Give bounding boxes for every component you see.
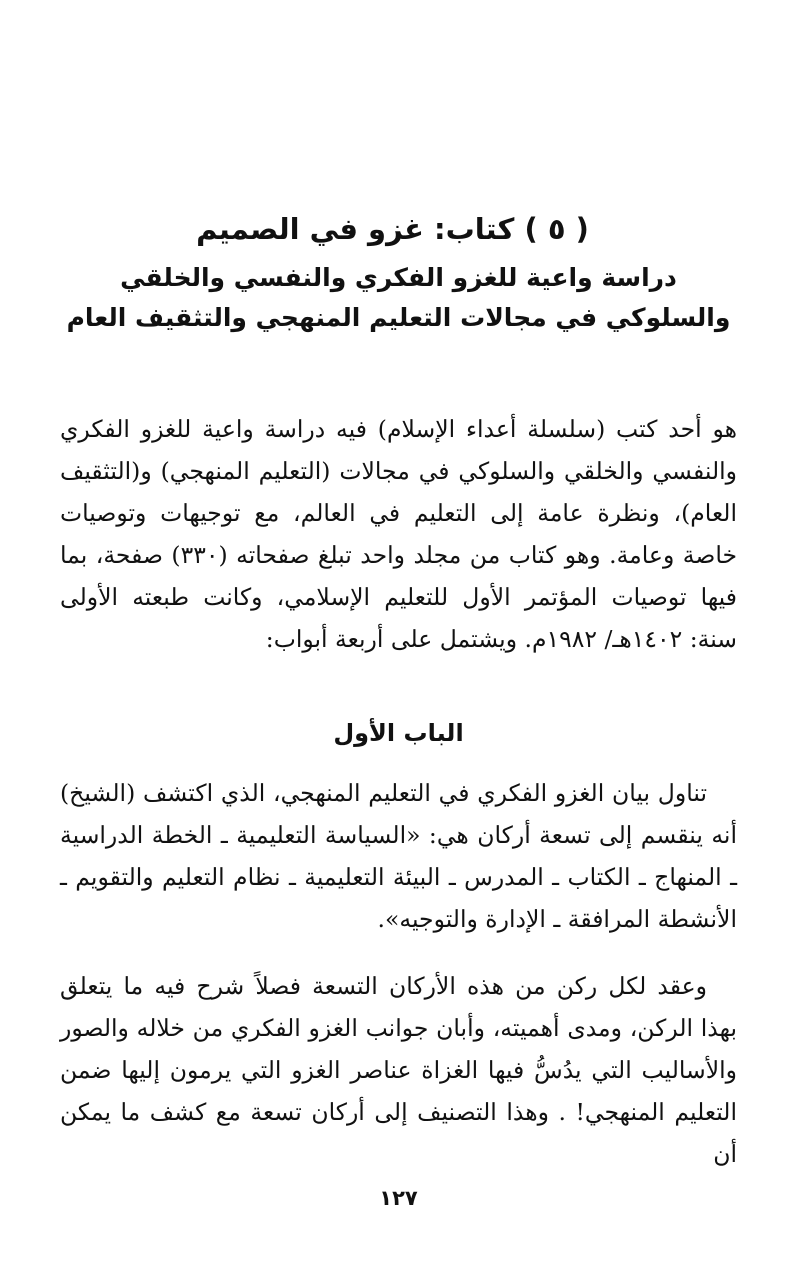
chapter-heading bbox=[0, 200, 797, 338]
intro-paragraph: هو أحد كتب (سلسلة أعداء الإسلام) فيه دراسة واعية للغزو الفكري والنفسي والخلقي والسلوكي في مجالات (التعليم المنهجي) و(التثقيف العام)، ونظرة عامة إلى التعليم في العالم، مع توجيهات وتوصيات خاصة وعامة. وهو كتاب من مجلد واحد تبلغ صفحاته (٣٣٠) صفحة، بما فيها توصيات المؤتمر الأول للتعليم الإسلامي، وكانت طبعته الأولى سنة: ١٤٠٢هـ/ ١٩٨٢م. ويشتمل على أربعة أبواب: bbox=[60, 415, 738, 653]
section-heading: الباب الأول bbox=[333, 719, 464, 747]
book-title: ( ٥ ) كتاب: غزو في الصميم bbox=[196, 212, 589, 246]
book-subtitle-line-1: دراسة واعية للغزو الفكري والنفسي والخلقي bbox=[120, 263, 677, 292]
section-paragraph-1: تناول بيان الغزو الفكري في التعليم المنهجي، الذي اكتشف (الشيخ) أنه ينقسم إلى تسعة أركان هي: «السياسة التعليمية ـ الخطة الدراسية ـ المنهاج ـ الكتاب ـ المدرس ـ البيئة التعليمية ـ نظام التعليم والتقويم ـ الأنشطة المرافقة ـ الإدارة والتوجيه». bbox=[60, 779, 737, 933]
book-subtitle-line-2: والسلوكي في مجالات التعليم المنهجي والتثقيف العام bbox=[66, 303, 731, 332]
page-number: ١٢٧ bbox=[379, 1186, 418, 1210]
section-paragraph-2: وعقد لكل ركن من هذه الأركان التسعة فصلاً شرح فيه ما يتعلق بهذا الركن، ومدى أهميته، وأبان جوانب الغزو الفكري من خلاله والصور والأساليب التي يدُسُّ فيها الغزاة عناصر الغزو التي يرمون إليها ضمن التعليم المنهجي! . وهذا التصنيف إلى أركان تسعة مع كشف ما يمكن أن bbox=[60, 972, 737, 1168]
